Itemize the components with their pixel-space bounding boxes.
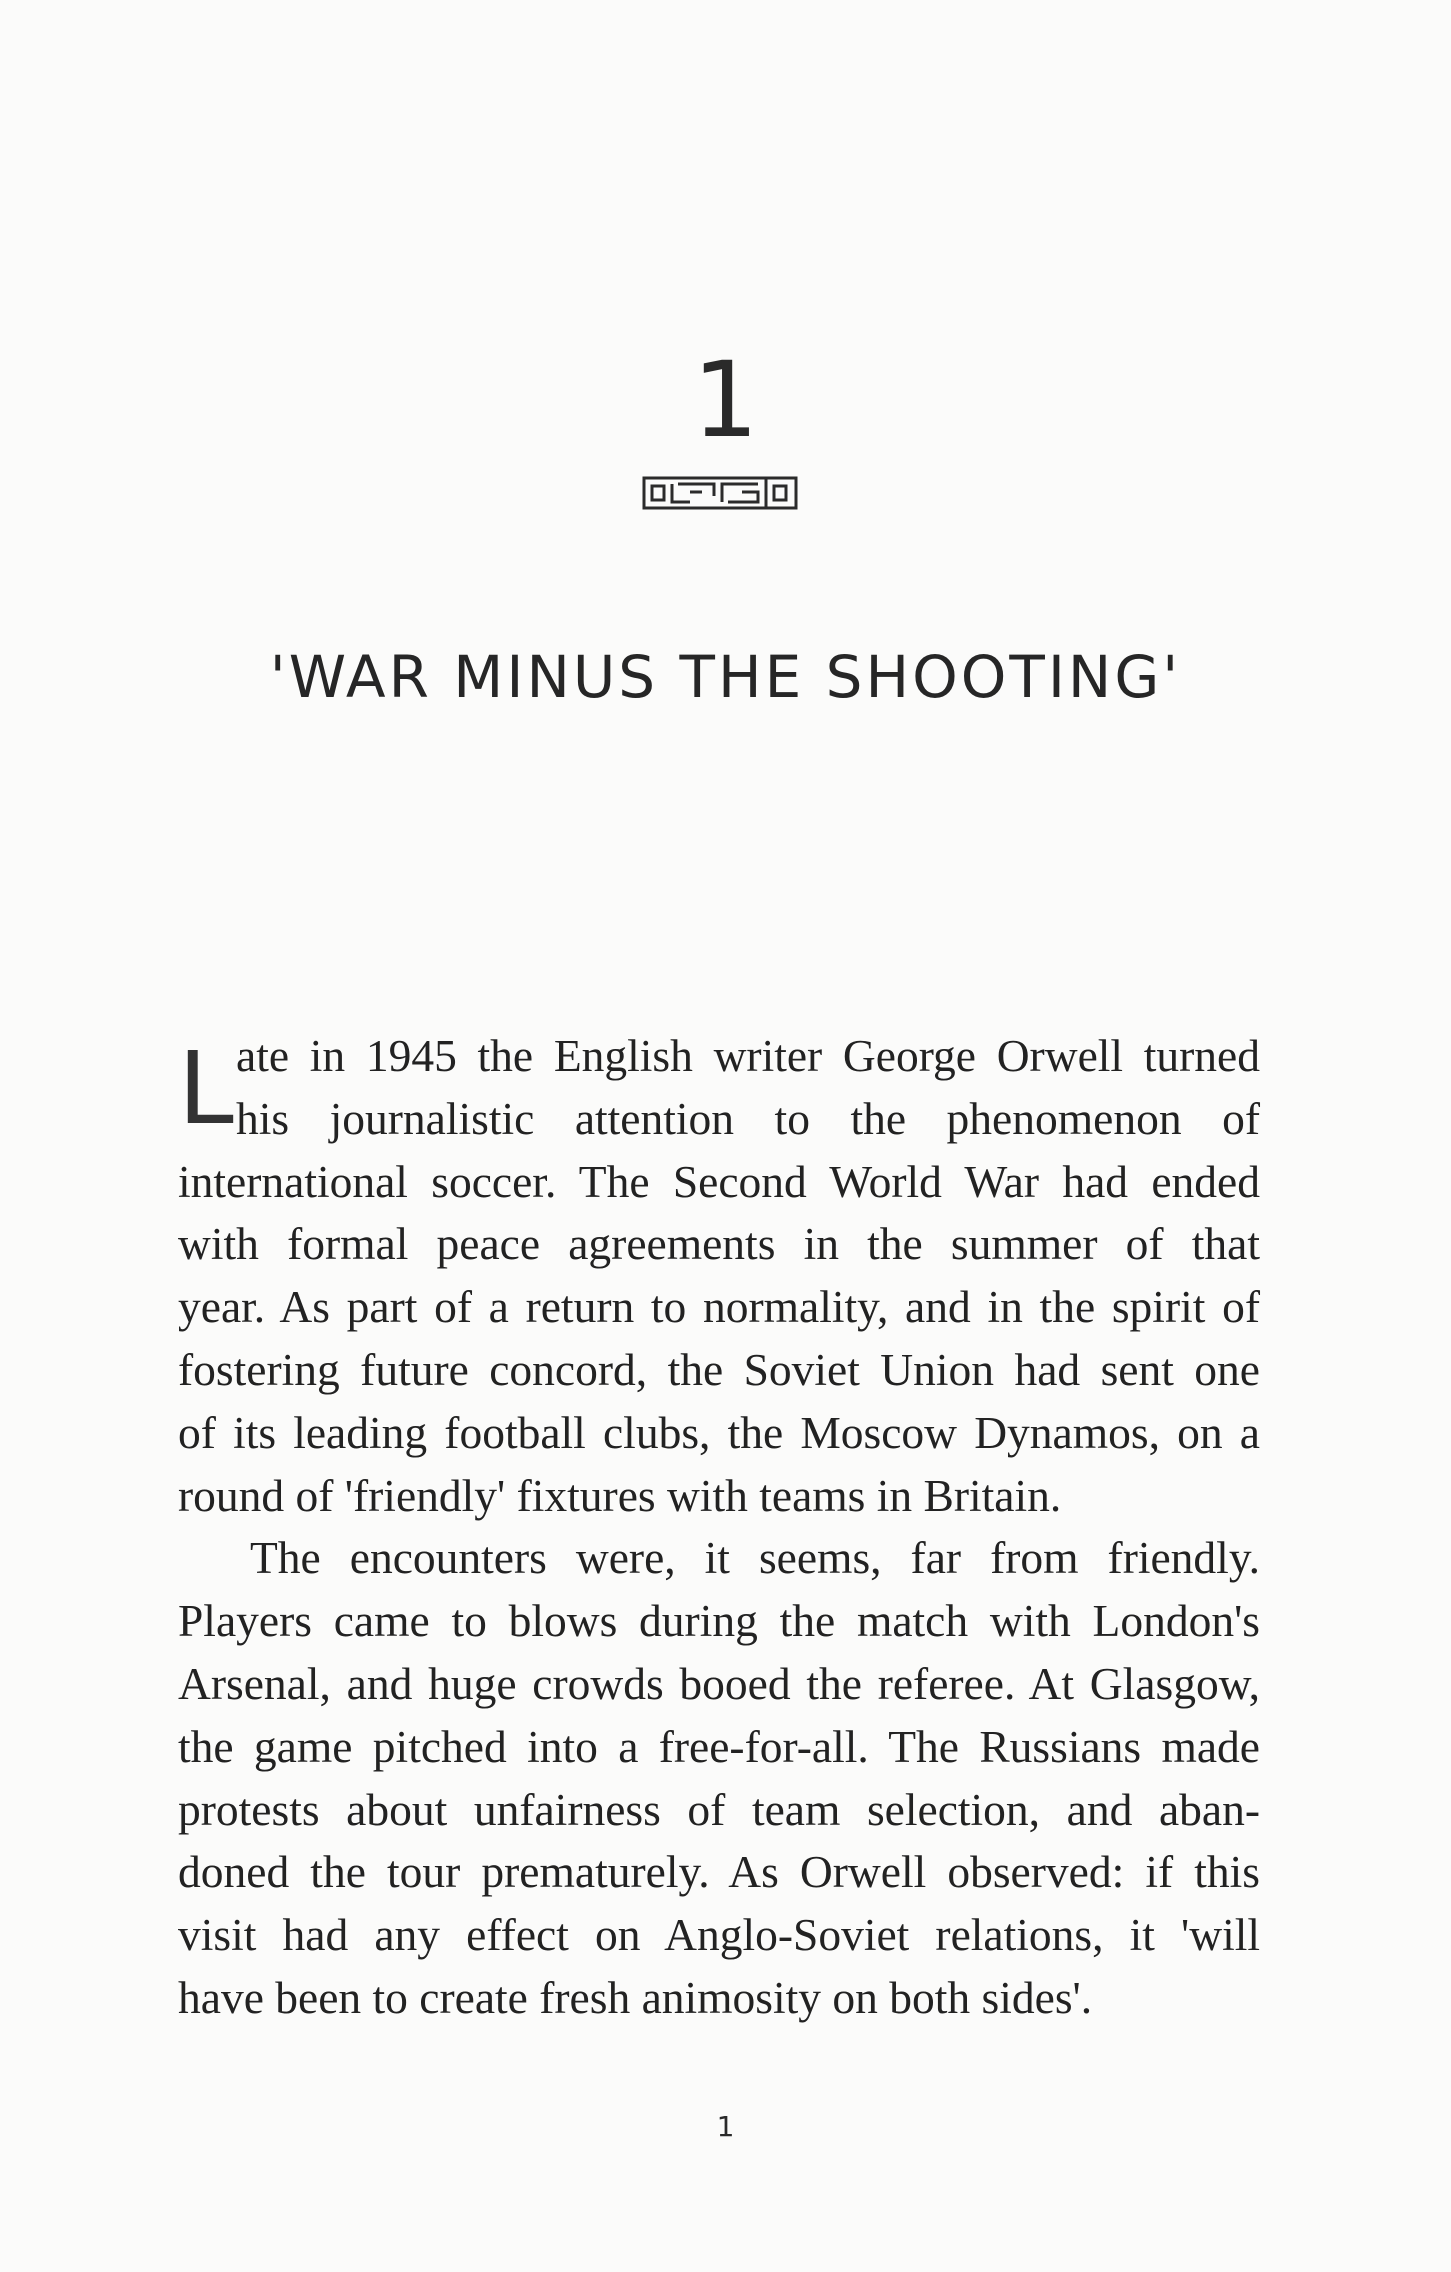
text-line: year. As part of a return to normality, and in the spirit of (178, 1281, 1260, 1333)
text-line: Players came to blows during the match with London's (178, 1595, 1260, 1647)
text-line: have been to create fresh animosity on both sides'. (178, 1971, 1093, 2023)
text-line: his journalistic attention to the phenomenon of (236, 1092, 1260, 1144)
text-line: fostering future concord, the Soviet Union had sent one (178, 1343, 1260, 1395)
paragraph-1 (178, 1025, 1260, 1527)
text-line: round of 'friendly' fixtures with teams in Britain. (178, 1469, 1062, 1521)
text-line: with formal peace agreements in the summer of that (178, 1218, 1260, 1270)
text-line: Arsenal, and huge crowds booed the referee. At Glasgow, (178, 1657, 1260, 1709)
text-line: ate in 1945 the English writer George Orwell turned (236, 1030, 1260, 1081)
chapter-body (178, 1025, 1260, 2030)
drop-cap: L (178, 1030, 234, 1147)
paragraph-2 (178, 1527, 1260, 2029)
text-line: visit had any effect on Anglo-Soviet relations, it 'will (178, 1909, 1260, 1961)
page-number: 1 (716, 2110, 735, 2143)
greek-key-ornament-icon (642, 476, 798, 510)
text-line: international soccer. The Second World War had ended (178, 1155, 1260, 1207)
chapter-title: 'WAR MINUS THE SHOOTING' (269, 643, 1182, 711)
text-line: The encounters were, it seems, far from friendly. (250, 1532, 1260, 1584)
text-line: the game pitched into a free-for-all. The Russians made (178, 1720, 1260, 1772)
text-line: protests about unfairness of team selection, and aban- (178, 1783, 1260, 1835)
text-line: doned the tour prematurely. As Orwell observed: if this (178, 1846, 1260, 1898)
text-line: of its leading football clubs, the Moscow Dynamos, on a (178, 1406, 1260, 1458)
chapter-number: 1 (692, 339, 759, 461)
